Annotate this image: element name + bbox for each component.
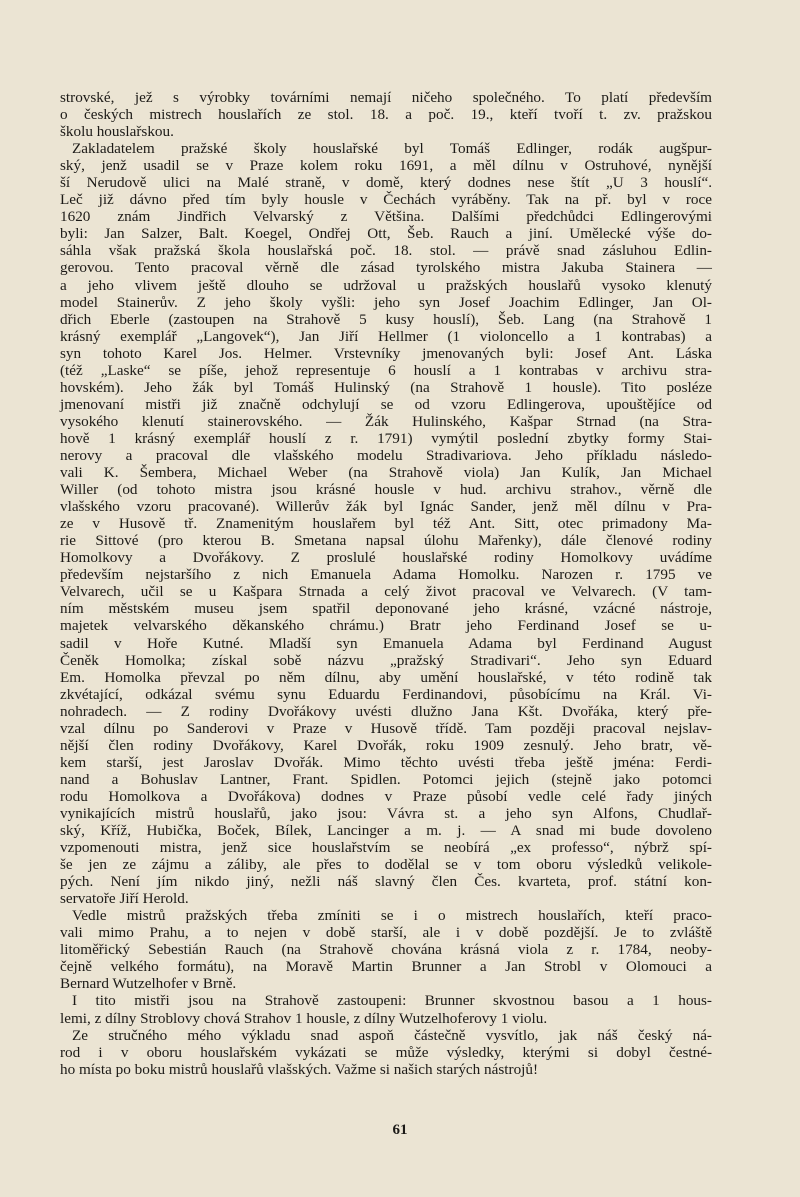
text-line: model Stainerův. Z jeho školy vyšli: jeho syn Josef Joachim Edlinger, Jan Ol- bbox=[60, 293, 712, 311]
text-line: rie Sittové (pro kterou B. Smetana napsal úlohu Mařenky), dále členové rodiny bbox=[60, 532, 712, 550]
text-line: ním městském museu jsem spatřil deponované jeho krásné, vzácné nástroje, bbox=[60, 600, 712, 618]
text-line: rodu Homolkova a Dvořákova) dodnes v Praze působí vedle celé řady jiných bbox=[60, 787, 712, 805]
text-line: ský, Kříž, Hubička, Boček, Bílek, Lancinger a m. j. — A snad mi bude dovoleno bbox=[60, 822, 712, 840]
text-line: školu houslařskou. bbox=[60, 123, 174, 141]
text-line: ský, jenž usadil se v Praze kolem roku 1691, a měl dílnu v Ostruhové, nynější bbox=[60, 157, 712, 175]
text-line: ší Nerudově ulici na Malé straně, v domě, který dodnes nese štít „U 3 houslí“. bbox=[60, 174, 712, 192]
text-line: vzpomenouti mistra, jenž sice houslařstvím se neobírá „ex professo“, nýbrž spí- bbox=[60, 839, 712, 857]
text-line: I tito mistři jsou na Strahově zastoupeni: Brunner skvostnou basou a 1 hous- bbox=[72, 992, 712, 1010]
text-line: Em. Homolka převzal po něm dílnu, aby umění houslařské, v této rodině tak bbox=[60, 668, 712, 686]
text-line: Bernard Wutzelhofer v Brně. bbox=[60, 975, 237, 993]
text-line: hovském). Jeho žák byl Tomáš Hulinský (na Strahově 1 housle). Tito posléze bbox=[60, 378, 712, 396]
text-line: 1620 znám Jindřich Velvarský z Většina. Dalšími předchůdci Edlingerovými bbox=[60, 208, 712, 226]
text-line: gerovou. Tento pracoval věrně dle zásad tyrolského mistra Jakuba Stainera — bbox=[60, 259, 712, 277]
text-line: hově 1 krásný exemplář houslí z r. 1791) vymýtil poslední zbytky formy Stai- bbox=[60, 429, 712, 447]
text-line: nější člen rodiny Dvořákovy, Karel Dvořák, roku 1909 zesnulý. Jeho bratr, vě- bbox=[60, 736, 712, 754]
text-line: vlašského vzoru pracované). Willerův žák byl Ignác Sander, jenž měl dílnu v Pra- bbox=[60, 498, 712, 516]
body-text bbox=[60, 89, 712, 1078]
text-line: vysokého klenutí stainerovského. — Žák Hulinského, Kašpar Strnad (na Stra- bbox=[60, 412, 712, 430]
text-line: zkvétající, odkázal svému synu Eduardu Ferdinandovi, působícímu na Král. Vi- bbox=[60, 685, 712, 703]
text-line: vzal dílnu po Sanderovi v Praze v Husově třídě. Tam později pracoval nejslav- bbox=[60, 719, 712, 737]
text-line: Čeněk Homolka; získal sobě názvu „pražský Stradivari“. Jeho syn Eduard bbox=[60, 651, 712, 669]
text-line: o českých mistrech houslařích ze stol. 18. a poč. 19., kteří tvoří t. zv. pražskou bbox=[60, 106, 712, 124]
text-line: krásný exemplář „Langovek“), Jan Jiří Hellmer (1 violoncello a 1 kontrabas) a bbox=[60, 327, 712, 345]
text-line: byli: Jan Salzer, Balt. Koegel, Ondřej Ott, Šeb. Rauch a jiní. Umělecké výše do- bbox=[60, 225, 712, 243]
text-line: še jen ze zájmu a záliby, ale přes to dodělal se v tom oboru výsledků velikole- bbox=[60, 856, 712, 874]
text-line: Leč již dávno před tím byly housle v Čechách vyráběny. Tak na př. byl v roce bbox=[60, 191, 712, 209]
text-line: rod i v oboru houslařském vykázati se může výsledky, kterými si dobyl čestné- bbox=[60, 1043, 712, 1061]
text-line: kem starší, jest Jaroslav Dvořák. Mimo těchto uvésti třeba ještě jména: Ferdi- bbox=[60, 753, 712, 771]
text-line: jmenovaní mistři již značně odchylují se od vzoru Edlingerova, upouštějíce od bbox=[60, 395, 712, 413]
text-line: nerovy a pracoval dle vlašského modelu Stradivariova. Jeho příkladu následo- bbox=[60, 446, 712, 464]
text-line: lemi, z dílny Stroblovy chová Strahov 1 housle, z dílny Wutzelhoferovy 1 violu. bbox=[60, 1009, 548, 1027]
text-line: pých. Není jím nikdo jiný, nežli náš slavný člen Čes. kvarteta, prof. státní kon- bbox=[60, 873, 712, 891]
text-line: Ze stručného mého výkladu snad aspoň částečně vysvítlo, jak náš český ná- bbox=[72, 1026, 712, 1044]
text-line: sáhla však pražská škola houslařská poč. 18. stol. — právě snad zásluhou Edlin- bbox=[60, 242, 712, 260]
text-line: především nejstaršího z nich Emanuela Adama Homolku. Narozen r. 1795 ve bbox=[60, 566, 712, 584]
text-line: dřich Eberle (zastoupen na Strahově 5 kusy houslí), Šeb. Lang (na Strahově 1 bbox=[60, 310, 712, 328]
text-line: Homolkovy a Dvořákovy. Z proslulé houslařské rodiny Homolkovy uvádíme bbox=[60, 549, 712, 567]
text-line: a jeho vlivem ještě dlouho se udržoval u pražských houslařů vysoko klenutý bbox=[60, 276, 712, 294]
text-line: Zakladatelem pražské školy houslařské byl Tomáš Edlinger, rodák augšpur- bbox=[72, 140, 712, 158]
page-number: 61 bbox=[392, 1122, 408, 1138]
text-line: majetek velvarského děkanského chrámu.) Bratr jeho Ferdinand Josef se u- bbox=[60, 617, 712, 635]
text-line: nohradech. — Z rodiny Dvořákovy uvésti dlužno Jana Kšt. Dvořáka, který pře- bbox=[60, 702, 712, 720]
text-line: Vedle mistrů pražských třeba zmíniti se i o mistrech houslařích, kteří praco- bbox=[72, 907, 712, 925]
text-line: vynikajících mistrů houslařů, jako jsou: Vávra st. a jeho syn Alfons, Chudlař- bbox=[60, 804, 712, 822]
text-line: sadil v Hoře Kutné. Mladší syn Emanuela Adama byl Ferdinand August bbox=[60, 634, 712, 652]
text-line: (též „Laske“ se píše, jehož representuje 6 houslí a 1 kontrabas v archivu stra- bbox=[60, 361, 712, 379]
text-line: ho místa po boku mistrů houslařů vlašských. Važme si našich starých nástrojů! bbox=[60, 1060, 539, 1078]
text-line: vali mimo Prahu, a to nejen v době starší, ale i v době pozdější. Je to zvláště bbox=[60, 924, 712, 942]
text-line: nand a Bohuslav Lantner, Frant. Spidlen. Potomci jejich (stejně jako potomci bbox=[60, 770, 712, 788]
text-line: litoměřický Sebestián Rauch (na Strahově chována krásná viola z r. 1784, neoby- bbox=[60, 941, 712, 959]
text-line: syn tohoto Karel Jos. Helmer. Vrstevníky jmenovaných byli: Josef Ant. Láska bbox=[60, 344, 712, 362]
text-line: Velvarech, učil se u Kašpara Strnada a celý život pracoval ve Velvarech. (V tam- bbox=[60, 583, 712, 601]
text-line: ze v Husově tř. Znamenitým houslařem byl též Ant. Sitt, otec primadony Ma- bbox=[60, 515, 712, 533]
text-line: strovské, jež s výrobky továrními nemají ničeho společného. To platí především bbox=[60, 89, 712, 106]
text-line: vali K. Šembera, Michael Weber (na Strahově viola) Jan Kulík, Jan Michael bbox=[60, 464, 712, 482]
text-line: Willer (od tohoto mistra jsou krásné housle v hud. archivu strahov., věrně dle bbox=[60, 481, 712, 499]
text-line: čejně velkého formátu), na Moravě Martin Brunner a Jan Strobl v Olomouci a bbox=[60, 958, 712, 976]
text-line: servatoře Jiří Herold. bbox=[60, 890, 189, 908]
